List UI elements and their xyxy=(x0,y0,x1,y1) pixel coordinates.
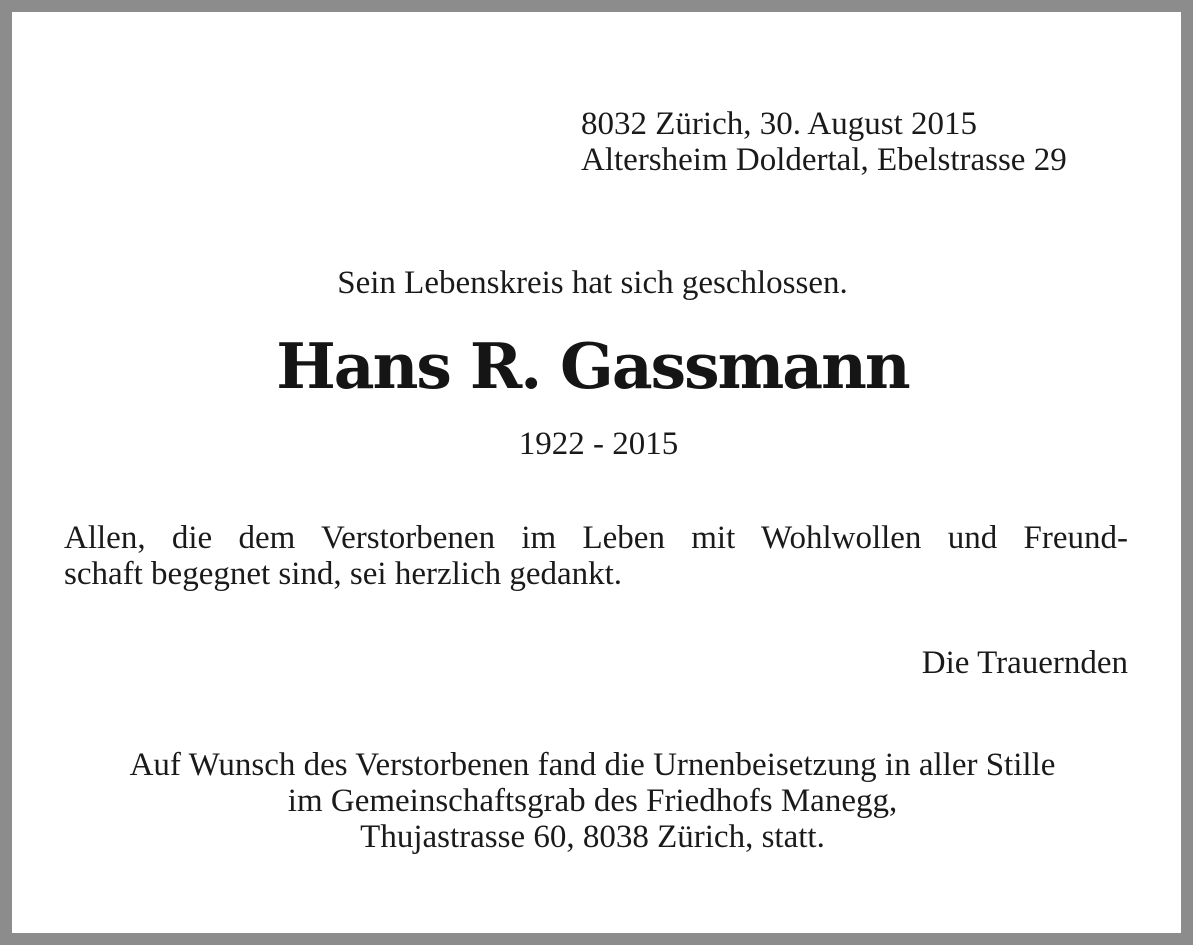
burial-paragraph xyxy=(0,747,1189,855)
header-address-block xyxy=(581,106,1067,178)
life-years: 1922 - 2015 xyxy=(518,426,679,462)
thanks-paragraph xyxy=(64,520,1128,592)
deceased-name: Hans R. Gassmann xyxy=(276,329,909,403)
place-date: 8032 Zürich, 30. August 2015 xyxy=(581,106,977,142)
burial-line-2: im Gemeinschaftsgrab des Friedhofs Manegg, xyxy=(287,783,898,819)
thanks-line-1: Allen, die dem Verstorbenen im Leben mit Wohlwollen und Freund- xyxy=(64,520,1128,556)
thanks-line-2: schaft begegnet sind, sei herzlich gedankt. xyxy=(64,556,623,592)
signoff: Die Trauernden xyxy=(921,645,1128,681)
residence-address: Altersheim Doldertal, Ebelstrasse 29 xyxy=(581,142,1067,178)
burial-line-1: Auf Wunsch des Verstorbenen fand die Urnenbeisetzung in aller Stille xyxy=(129,747,1056,783)
motto: Sein Lebenskreis hat sich geschlossen. xyxy=(337,265,848,301)
burial-line-3: Thujastrasse 60, 8038 Zürich, statt. xyxy=(360,819,825,855)
